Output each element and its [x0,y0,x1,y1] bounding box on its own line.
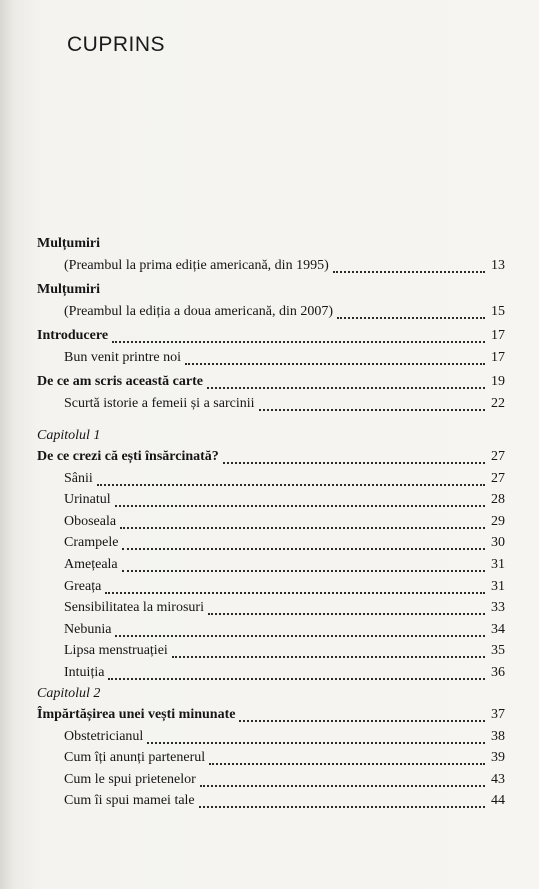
toc-entry[interactable] [64,665,505,683]
dot-leader [208,601,485,615]
toc-page-number: 27 [491,470,505,486]
toc-entry-label: Mulțumiri [37,236,100,251]
toc-page-number: 30 [491,535,505,551]
toc-entry[interactable] [64,772,505,790]
toc-entry[interactable] [64,643,505,661]
toc-entry-label: Intuiția [64,665,105,680]
toc-entry-label: Sânii [64,470,93,486]
toc-entry-label: Scurtă istorie a femeii și a sarcinii [64,396,255,411]
toc-entry-label: De ce am scris această carte [37,374,203,389]
dot-leader [122,558,485,572]
toc-entry-label: Nebunia [64,621,112,637]
dot-leader [147,730,485,744]
toc-page-number: 28 [491,492,505,508]
dot-leader [333,259,485,273]
dot-leader [223,450,485,464]
dot-leader [185,351,485,365]
toc-page-number: 15 [491,304,505,319]
dot-leader [172,644,485,658]
toc-entry-label: Crampele [64,535,119,551]
toc-entry-label: Cum le spui prietenelor [64,771,196,787]
toc-entry-scurta-istorie[interactable] [64,396,505,414]
toc-chapter-title[interactable] [37,449,505,467]
dot-leader [209,751,485,765]
toc-page-number: 36 [491,665,505,680]
toc-entry-preambul-2007[interactable] [64,304,505,322]
chapter-1-heading: Capitolul 1 [37,428,101,443]
toc-entry[interactable] [64,514,505,532]
toc-entry-label: Oboseala [64,513,117,529]
dot-leader [259,397,486,411]
dot-leader [337,305,485,319]
toc-entry[interactable] [64,793,505,811]
toc-page-number: 29 [491,513,505,529]
toc-page-number: 44 [491,793,505,809]
dot-leader [122,536,485,550]
toc-page-number: 31 [491,578,505,594]
toc-entry-multumiri-2[interactable] [37,282,505,300]
toc-entry-preambul-1995[interactable] [64,258,505,276]
toc-page-number: 39 [491,750,505,766]
toc-entry-label: (Preambul la prima ediție americană, din 1995) [64,258,329,273]
dot-leader [207,375,485,389]
dot-leader [120,515,485,529]
toc-entry-de-ce-am-scris[interactable] [37,374,505,392]
dot-leader [97,472,485,486]
toc-page-number: 33 [491,600,505,616]
dot-leader [199,794,485,808]
chapter-2-heading: Capitolul 2 [37,686,101,701]
toc-page-number: 19 [491,374,505,389]
dot-leader [115,493,485,507]
toc-page-number: 38 [491,728,505,744]
toc-entry[interactable] [64,729,505,747]
toc-chapter-title[interactable] [37,707,505,725]
dot-leader [105,580,485,594]
toc-entry[interactable] [64,750,505,768]
dot-leader [115,623,485,637]
toc-entry-label: Introducere [37,328,109,343]
toc-page-number: 34 [491,621,505,637]
toc-entry-label: Obstetricianul [64,728,144,744]
toc-page-number: 43 [491,771,505,787]
toc-entry-multumiri-1[interactable] [37,236,505,254]
toc-entry-label: Mulțumiri [37,282,100,297]
toc-page-number: 37 [491,707,505,722]
toc-page-number: 31 [491,557,505,572]
toc-entry[interactable] [64,535,505,553]
show-through-text [70,40,510,230]
toc-entry[interactable] [64,471,505,489]
toc-entry-label: Lipsa menstruației [64,643,168,659]
toc-page-number: 35 [491,643,505,659]
toc-entry-label: Cum îți anunți partenerul [64,750,206,766]
toc-entry-introducere[interactable] [37,328,505,346]
toc-entry[interactable] [64,600,505,618]
toc-entry[interactable] [64,579,505,597]
toc-page-number: 17 [491,328,505,343]
toc-page-number: 22 [491,396,505,411]
toc-entry[interactable] [64,557,505,575]
toc-entry[interactable] [64,492,505,510]
page-title: CUPRINS [67,33,166,56]
toc-entry-label: Greața [64,578,102,594]
toc-page-number: 17 [491,350,505,365]
toc-entry-label: De ce crezi că ești însărcinată? [37,449,219,464]
dot-leader [112,329,485,343]
toc-page-number: 13 [491,258,505,273]
toc-entry-label: Urinatul [64,492,111,508]
toc-entry[interactable] [64,622,505,640]
toc-entry-label: (Preambul la ediția a doua americană, din 2007) [64,304,334,319]
toc-entry-label: Amețeala [64,557,118,572]
toc-entry-label: Bun venit printre noi [64,350,182,365]
dot-leader [239,708,485,722]
dot-leader [108,666,485,680]
toc-entry-label: Sensibilitatea la mirosuri [64,600,204,616]
toc-entry-label: Cum îi spui mamei tale [64,793,195,809]
toc-entry-bun-venit[interactable] [64,350,505,368]
dot-leader [200,773,485,787]
toc-entry-label: Împărtășirea unei vești minunate [37,707,236,722]
toc-page-number: 27 [491,449,505,464]
